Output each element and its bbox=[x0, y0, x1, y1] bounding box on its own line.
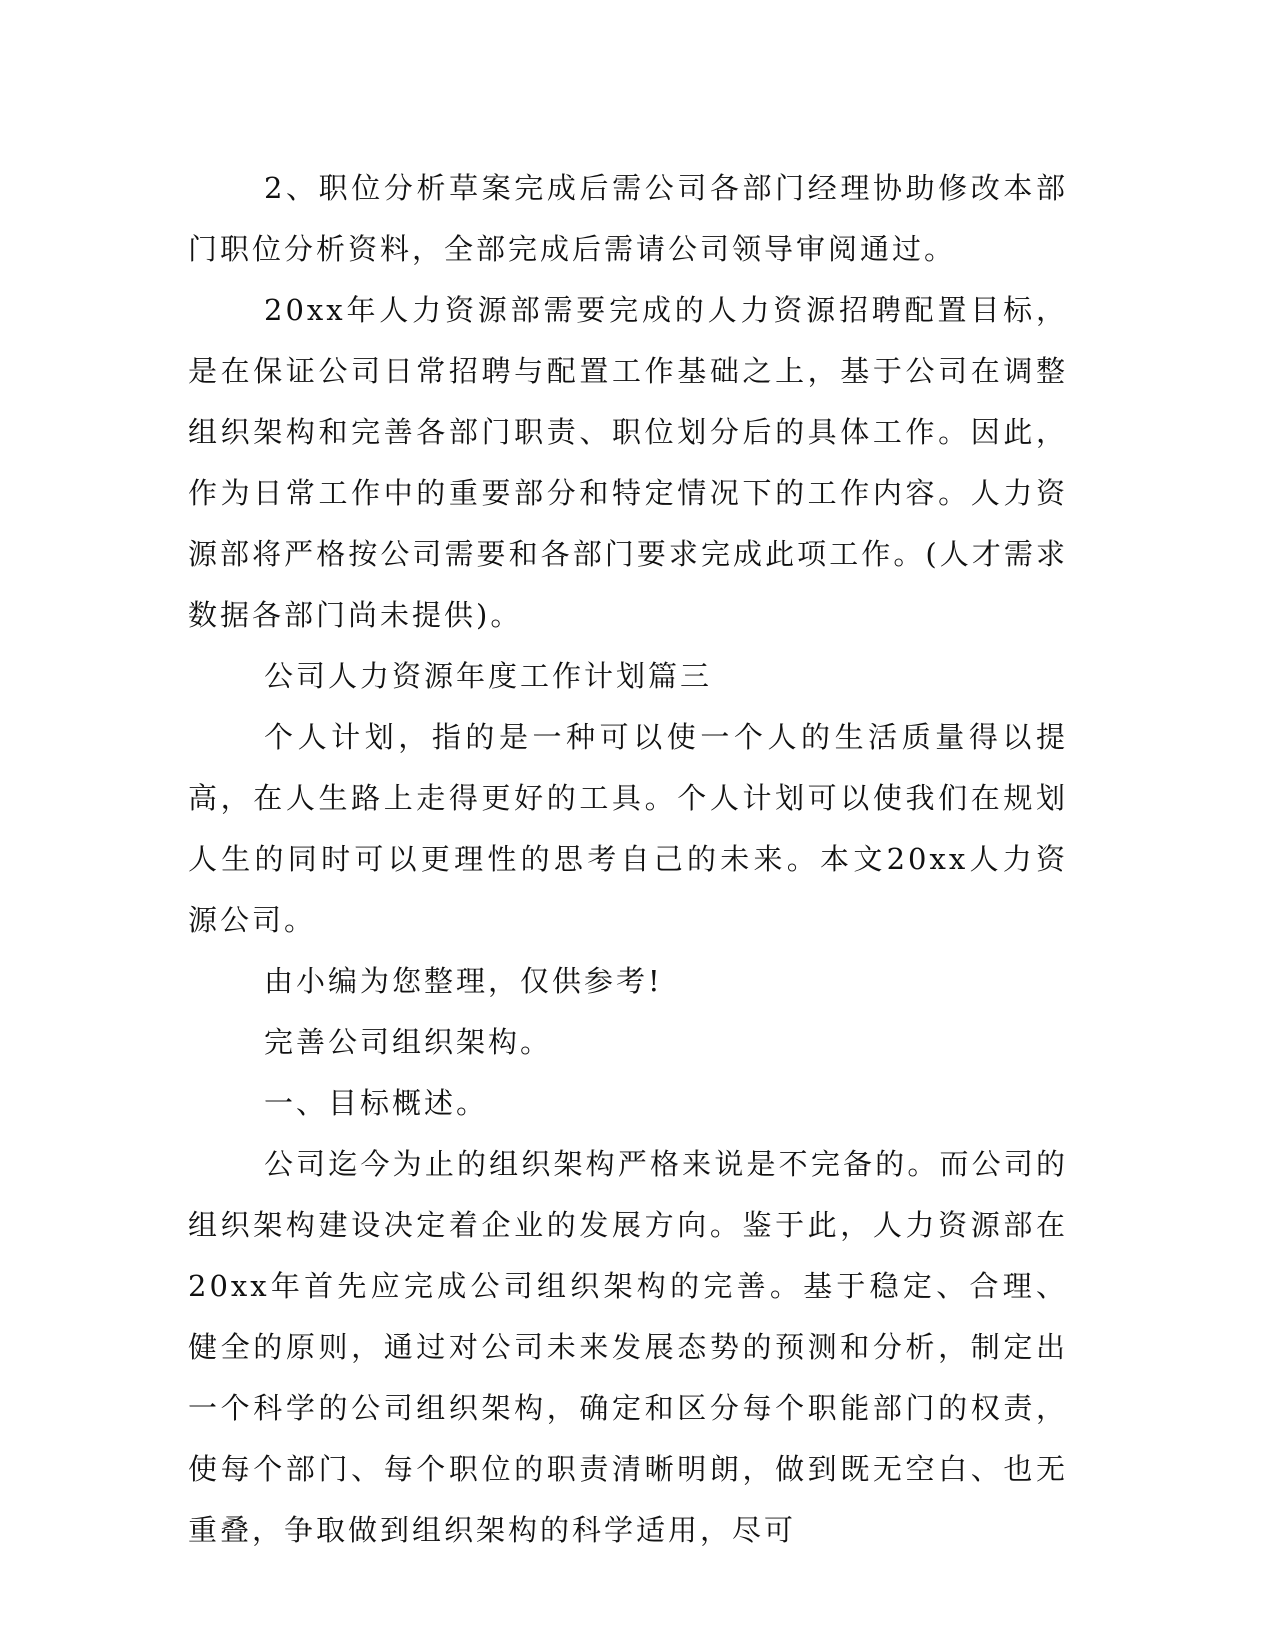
paragraph-section-title: 公司人力资源年度工作计划篇三 bbox=[264, 659, 713, 693]
paragraph-goal-overview-heading: 一、目标概述。 bbox=[264, 1086, 489, 1120]
paragraph-personal-plan: 个人计划，指的是一种可以使一个人的生活质量得以提高，在人生路上走得更好的工具。个人计划可以使我们在规划人生的同时可以更理性的思考自己的未来。本文20xx人力资源公司。 bbox=[188, 720, 1068, 937]
paragraph-job-analysis-review: 2、职位分析草案完成后需公司各部门经理协助修改本部门职位分析资料，全部完成后需请公司领导审阅通过。 bbox=[188, 171, 1068, 266]
document-body bbox=[188, 158, 1068, 1561]
paragraph-recruitment-target: 20xx年人力资源部需要完成的人力资源招聘配置目标，是在保证公司日常招聘与配置工作基础之上，基于公司在调整组织架构和完善各部门职责、职位划分后的具体工作。因此，作为日常工作中的重要部分和特定情况下的工作内容。人力资源部将严格按公司需要和各部门要求完成此项工作。(人才需求数据各部门尚未提供)。 bbox=[188, 293, 1068, 632]
paragraph-improve-structure: 完善公司组织架构。 bbox=[264, 1025, 553, 1059]
paragraph-goal-overview-body: 公司迄今为止的组织架构严格来说是不完备的。而公司的组织架构建设决定着企业的发展方向。鉴于此，人力资源部在20xx年首先应完成公司组织架构的完善。基于稳定、合理、健全的原则，通过对公司未来发展态势的预测和分析，制定出一个科学的公司组织架构，确定和区分每个职能部门的权责，使每个部门、每个职位的职责清晰明朗，做到既无空白、也无重叠，争取做到组织架构的科学适用，尽可 bbox=[188, 1147, 1068, 1547]
paragraph-editor-note: 由小编为您整理，仅供参考! bbox=[264, 964, 663, 998]
